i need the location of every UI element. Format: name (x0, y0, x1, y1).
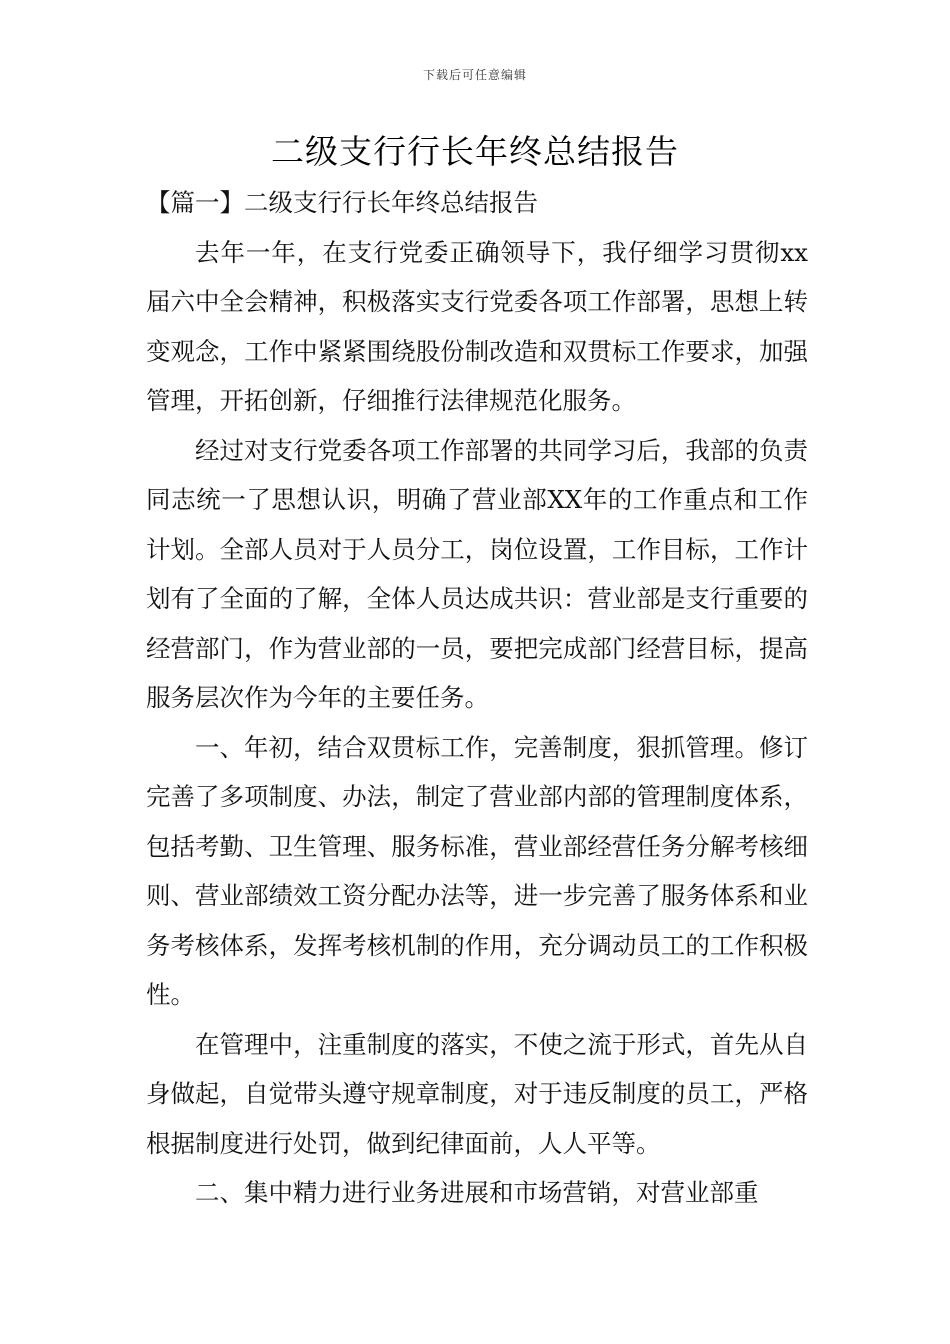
document-title: 二级支行行长年终总结报告 (271, 132, 679, 171)
section-heading: 【篇一】二级支行行长年终总结报告 (146, 188, 538, 217)
paragraph: 二、集中精力进行业务进展和市场营销，对营业部重 (195, 1178, 759, 1207)
paragraph: 一、年初，结合双贯标工作，完善制度，狠抓管理。修订完善了多项制度、办法，制定了营业部内部的管理制度体系，包括考勤、卫生管理、服务标准，营业部经营任务分解考核细则、营业部绩效工资分配办法等，进一步完善了服务体系和业务考核体系，发挥考核机制的作用，充分调动员工的工作积极性。 (146, 732, 808, 1009)
paragraph: 经过对支行党委各项工作部署的共同学习后，我部的负责同志统一了思想认识，明确了营业部XX年的工作重点和工作计划。全部人员对于人员分工，岗位设置，工作目标，工作计划有了全面的了解，全体人员达成共识：营业部是支行重要的经营部门，作为营业部的一员，要把完成部门经营目标，提高服务层次作为今年的主要任务。 (146, 435, 808, 712)
header-note: 下载后可任意编辑 (422, 68, 527, 82)
paragraph: 在管理中，注重制度的落实，不使之流于形式，首先从自身做起，自觉带头遵守规章制度，对于违反制度的员工，严格根据制度进行处罚，做到纪律面前，人人平等。 (146, 1029, 808, 1158)
paragraph: 去年一年，在支行党委正确领导下，我仔细学习贯彻xx届六中全会精神，积极落实支行党委各项工作部署，思想上转变观念，工作中紧紧围绕股份制改造和双贯标工作要求，加强管理，开拓创新，仔细推行法律规范化服务。 (146, 237, 808, 415)
document-body (146, 178, 808, 1218)
